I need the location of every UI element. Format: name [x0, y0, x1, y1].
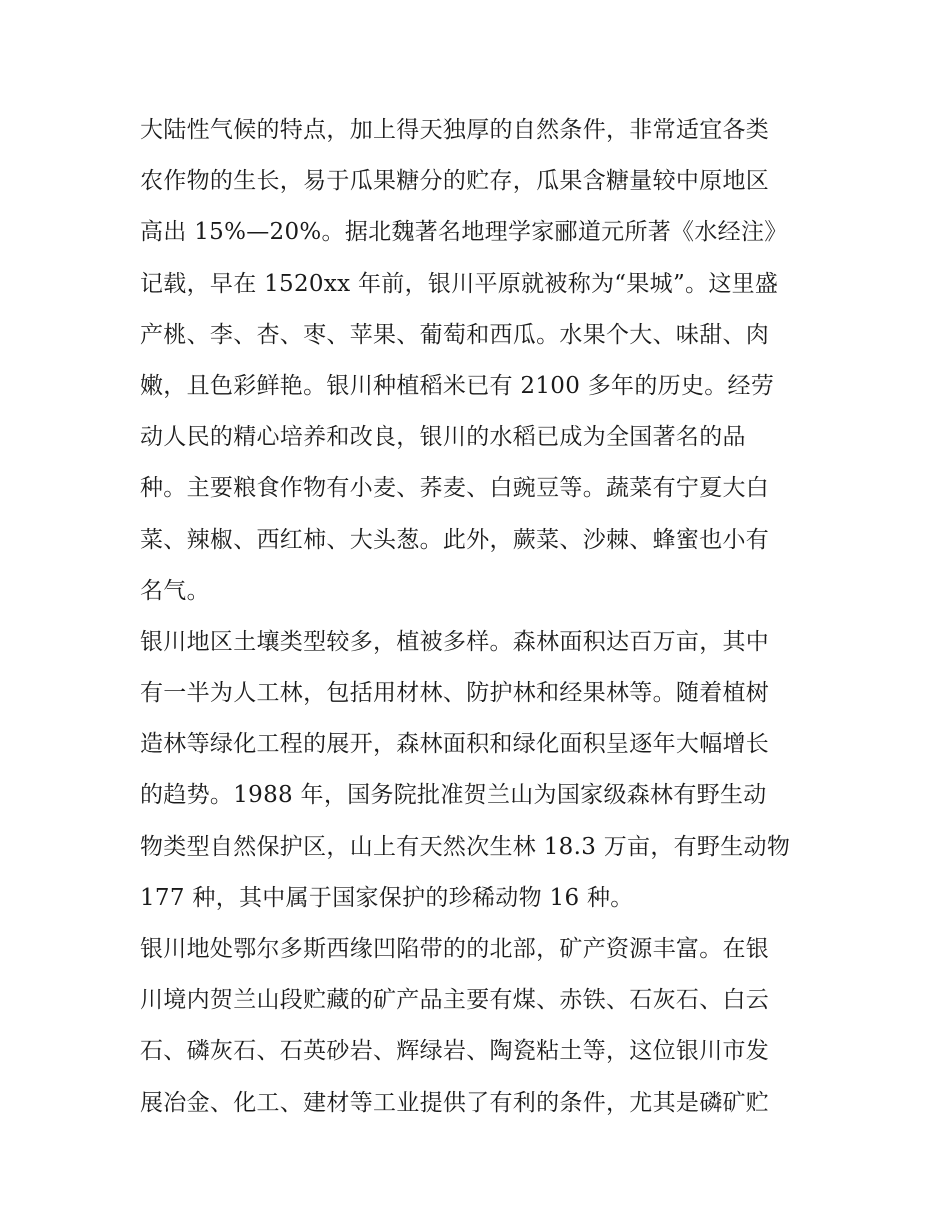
text-line: 造林等绿化工程的展开，森林面积和绿化面积呈逐年大幅增长 — [140, 731, 770, 758]
text-line: 银川地区土壤类型较多，植被多样。森林面积达百万亩，其中 — [140, 628, 770, 655]
text-line: 177 种，其中属于国家保护的珍稀动物 16 种。 — [140, 884, 634, 911]
text-line: 产桃、李、杏、枣、苹果、葡萄和西瓜。水果个大、味甜、肉 — [140, 321, 770, 348]
text-line: 名气。 — [140, 577, 210, 604]
text-line: 有一半为人工林，包括用材林、防护林和经果林等。随着植树 — [140, 680, 770, 707]
text-line: 种。主要粮食作物有小麦、荞麦、白豌豆等。蔬菜有宁夏大白 — [140, 475, 770, 502]
text-line: 展冶金、化工、建材等工业提供了有利的条件，尤其是磷矿贮 — [140, 1089, 770, 1116]
text-line: 的趋势。1988 年，国务院批准贺兰山为国家级森林有野生动 — [140, 782, 767, 809]
text-line: 高出 15%—20%。据北魏著名地理学家郦道元所著《水经注》 — [140, 219, 788, 246]
text-line: 川境内贺兰山段贮藏的矿产品主要有煤、赤铁、石灰石、白云 — [140, 987, 770, 1014]
text-line: 农作物的生长，易于瓜果糖分的贮存，瓜果含糖量较中原地区 — [140, 168, 770, 195]
text-line: 银川地处鄂尔多斯西缘凹陷带的的北部，矿产资源丰富。在银 — [140, 936, 770, 962]
text-line: 记载，早在 1520xx 年前，银川平原就被称为“果城”。这里盛 — [140, 270, 779, 297]
text-line: 嫩，且色彩鲜艳。银川种植稻米已有 2100 多年的历史。经劳 — [140, 372, 775, 399]
text-line: 动人民的精心培养和改良，银川的水稻已成为全国著名的品 — [140, 424, 746, 451]
text-line: 石、磷灰石、石英砂岩、辉绿岩、陶瓷粘土等，这位银川市发 — [140, 1038, 770, 1065]
body-text — [140, 105, 820, 1129]
text-line: 物类型自然保护区，山上有天然次生林 18.3 万亩，有野生动物 — [140, 833, 791, 860]
text-line: 大陆性气候的特点，加上得天独厚的自然条件，非常适宜各类 — [140, 117, 770, 143]
text-line: 菜、辣椒、西红柿、大头葱。此外，蕨菜、沙棘、蜂蜜也小有 — [140, 526, 770, 553]
